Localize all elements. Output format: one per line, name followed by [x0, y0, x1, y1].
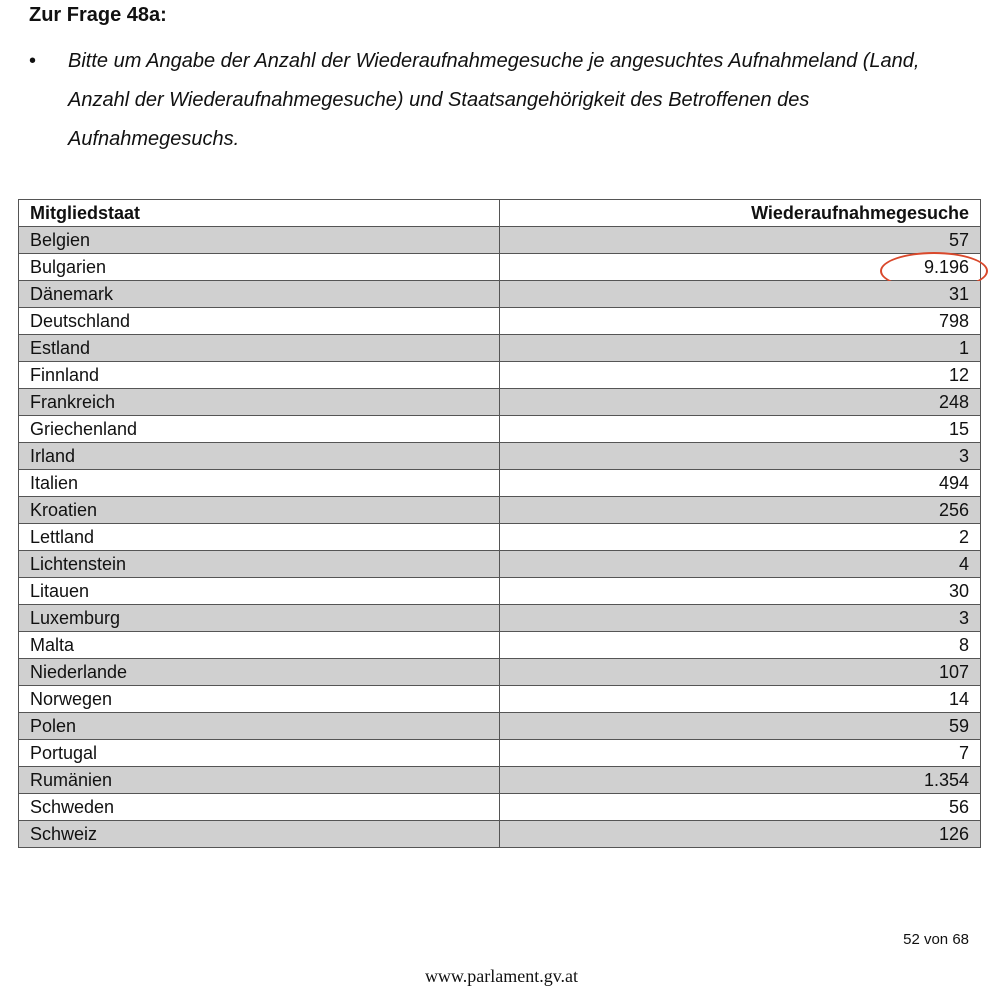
request-count-cell: [500, 254, 981, 281]
request-count-cell: [500, 632, 981, 659]
member-state-cell: Irland: [19, 443, 500, 470]
member-state-cell: Deutschland: [19, 308, 500, 335]
request-count-value: 3: [958, 446, 969, 466]
request-count-value: 256: [938, 500, 969, 520]
request-count-cell: [500, 740, 981, 767]
request-count-value: 2: [958, 527, 969, 547]
member-state-cell: Rumänien: [19, 767, 500, 794]
request-count-cell: [500, 308, 981, 335]
request-count-cell: [500, 713, 981, 740]
request-count-cell: [500, 497, 981, 524]
member-state-cell: Niederlande: [19, 659, 500, 686]
request-count-cell: [500, 794, 981, 821]
request-count-cell: [500, 470, 981, 497]
request-count-cell: [500, 686, 981, 713]
request-count-value: 56: [948, 797, 969, 817]
table-row: [19, 740, 981, 767]
request-count-value: 107: [938, 662, 969, 682]
question-heading: Zur Frage 48a:: [29, 4, 167, 26]
request-count-value: 31: [948, 284, 969, 304]
request-count-value: 3: [958, 608, 969, 628]
request-count-value: 14: [948, 689, 969, 709]
table-row: [19, 389, 981, 416]
request-count-cell: [500, 767, 981, 794]
request-count-value: 1: [958, 338, 969, 358]
member-state-cell: Griechenland: [19, 416, 500, 443]
table-row: [19, 578, 981, 605]
table-row: [19, 659, 981, 686]
member-state-cell: Belgien: [19, 227, 500, 254]
member-state-cell: Finnland: [19, 362, 500, 389]
table-row: [19, 713, 981, 740]
member-state-cell: Kroatien: [19, 497, 500, 524]
table-row: [19, 308, 981, 335]
request-count-cell: [500, 659, 981, 686]
request-count-value: 9.196: [923, 257, 969, 277]
request-count-value: 1.354: [923, 770, 969, 790]
request-count-value: 126: [938, 824, 969, 844]
member-state-cell: Portugal: [19, 740, 500, 767]
member-state-cell: Bulgarien: [19, 254, 500, 281]
member-state-cell: Dänemark: [19, 281, 500, 308]
table-row: [19, 281, 981, 308]
member-state-cell: Schweiz: [19, 821, 500, 848]
page-number: 52 von 68: [903, 931, 969, 948]
table-row: [19, 227, 981, 254]
request-count-value: 57: [948, 230, 969, 250]
request-count-value: 15: [948, 419, 969, 439]
request-count-cell: [500, 362, 981, 389]
bullet-icon: •: [29, 50, 37, 72]
request-count-value: 12: [948, 365, 969, 385]
table-row: [19, 551, 981, 578]
member-state-cell: Litauen: [19, 578, 500, 605]
table-row: [19, 767, 981, 794]
member-state-cell: Frankreich: [19, 389, 500, 416]
member-state-cell: Polen: [19, 713, 500, 740]
table-row: [19, 794, 981, 821]
table-row: [19, 362, 981, 389]
request-count-cell: [500, 416, 981, 443]
member-state-cell: Luxemburg: [19, 605, 500, 632]
request-count-cell: [500, 227, 981, 254]
request-count-cell: [500, 443, 981, 470]
column-header-readmission-requests: Wiederaufnahmegesuche: [500, 200, 981, 227]
member-state-cell: Estland: [19, 335, 500, 362]
member-state-cell: Lettland: [19, 524, 500, 551]
request-count-cell: [500, 389, 981, 416]
request-count-cell: [500, 578, 981, 605]
table-header-row: [19, 200, 981, 227]
question-bullet: [29, 42, 969, 159]
request-count-value: 8: [958, 635, 969, 655]
table-row: [19, 497, 981, 524]
table-row: [19, 605, 981, 632]
footer-url: www.parlament.gv.at: [424, 966, 579, 986]
request-count-value: 248: [938, 392, 969, 412]
table-row: [19, 443, 981, 470]
table-row: [19, 470, 981, 497]
table-row: [19, 416, 981, 443]
table-row: [19, 254, 981, 281]
request-count-cell: [500, 335, 981, 362]
request-count-cell: [500, 605, 981, 632]
member-state-cell: Malta: [19, 632, 500, 659]
request-count-value: 59: [948, 716, 969, 736]
member-state-cell: Schweden: [19, 794, 500, 821]
request-count-cell: [500, 821, 981, 848]
question-text: Bitte um Angabe der Anzahl der Wiederaufnahmegesuche je angesuchtes Aufnahmeland (Land, Anzahl der Wiederaufnahmegesuche) und Staatsangehörigkeit des Betroffenen des Aufnahmegesuchs.: [68, 50, 920, 150]
member-state-cell: Norwegen: [19, 686, 500, 713]
request-count-value: 7: [958, 743, 969, 763]
column-header-member-state: Mitgliedstaat: [19, 200, 500, 227]
request-count-cell: [500, 281, 981, 308]
table-row: [19, 524, 981, 551]
request-count-value: 30: [948, 581, 969, 601]
member-state-cell: Lichtenstein: [19, 551, 500, 578]
request-count-cell: [500, 524, 981, 551]
table-row: [19, 821, 981, 848]
table-row: [19, 632, 981, 659]
table-row: [19, 335, 981, 362]
request-count-value: 4: [958, 554, 969, 574]
member-state-cell: Italien: [19, 470, 500, 497]
request-count-value: 494: [938, 473, 969, 493]
request-count-value: 798: [938, 311, 969, 331]
table-row: [19, 686, 981, 713]
request-count-cell: [500, 551, 981, 578]
table-body: [19, 227, 981, 848]
readmission-requests-table: [18, 199, 981, 848]
